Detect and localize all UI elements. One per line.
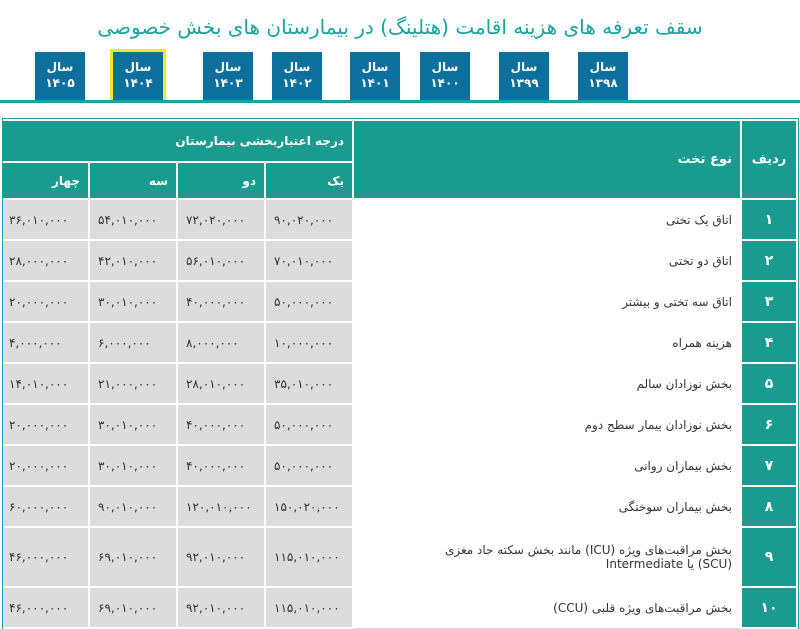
grade-3-value: ۶۹,۰۱۰,۰۰۰ xyxy=(89,527,177,587)
grade-4-value: ۲۸,۰۰۰,۰۰۰ xyxy=(2,240,89,281)
year-tab-label: سال xyxy=(46,60,74,74)
grade-1-value: ۷۰,۰۱۰,۰۰۰ xyxy=(265,240,353,281)
grade-1-value: ۱۱۵,۰۱۰,۰۰۰ xyxy=(265,587,353,628)
grade-4-value: ۲۰,۰۰۰,۰۰۰ xyxy=(2,281,89,322)
grade-4-value: ۱۴,۰۱۰,۰۰۰ xyxy=(2,363,89,404)
grade-2-value: ۴۰,۰۰۰,۰۰۰ xyxy=(177,404,265,445)
table-row xyxy=(2,587,797,628)
year-tab-year: ۱۳۹۹ xyxy=(509,76,539,90)
row-index: ۳ xyxy=(741,281,797,322)
row-index: ۱ xyxy=(741,199,797,240)
table-row xyxy=(2,281,797,322)
grade-2-value: ۱۲۰,۰۱۰,۰۰۰ xyxy=(177,486,265,527)
year-tab-label: سال xyxy=(214,60,242,74)
year-tab-year: ۱۴۰۲ xyxy=(282,76,312,90)
table-row xyxy=(2,199,797,240)
year-tab-1405[interactable] xyxy=(35,52,85,100)
year-tab-1402[interactable] xyxy=(272,52,322,100)
grade-1-value: ۱۵۰,۰۲۰,۰۰۰ xyxy=(265,486,353,527)
year-tab-1399[interactable] xyxy=(499,52,549,100)
row-index: ۲ xyxy=(741,240,797,281)
year-tab-1403[interactable] xyxy=(203,52,253,100)
header-grade-1: یک xyxy=(265,162,353,199)
grade-1-value: ۵۰,۰۰۰,۰۰۰ xyxy=(265,281,353,322)
header-grade-4: چهار xyxy=(2,162,89,199)
bed-type-label: بخش بیماران روانی xyxy=(634,458,732,473)
header-grade-3: سه xyxy=(89,162,177,199)
year-tab-label: سال xyxy=(124,60,152,74)
year-tab-year: ۱۳۹۸ xyxy=(588,76,618,90)
grade-4-value: ۴,۰۰۰,۰۰۰ xyxy=(2,322,89,363)
year-tab-label: سال xyxy=(361,60,389,74)
header-bed-type: نوع تخت xyxy=(353,120,741,199)
table-row xyxy=(2,363,797,404)
bed-type-label: بخش مراقبت‌های ویژه قلبی (CCU) xyxy=(553,600,732,615)
grade-4-value: ۴۶,۰۰۰,۰۰۰ xyxy=(2,587,89,628)
year-tab-year: ۱۴۰۰ xyxy=(430,76,460,90)
row-index: ۹ xyxy=(741,527,797,587)
grade-4-value: ۲۰,۰۰۰,۰۰۰ xyxy=(2,404,89,445)
table-row xyxy=(2,322,797,363)
year-tab-1398[interactable] xyxy=(578,52,628,100)
year-tab-year: ۱۴۰۴ xyxy=(123,76,153,90)
header-grade-2: دو xyxy=(177,162,265,199)
bed-type-cell xyxy=(353,404,741,445)
bed-type-cell xyxy=(353,527,741,587)
table-body xyxy=(2,199,797,628)
row-index: ۱۰ xyxy=(741,587,797,628)
grade-3-value: ۳۰,۰۱۰,۰۰۰ xyxy=(89,281,177,322)
grade-4-value: ۴۶,۰۰۰,۰۰۰ xyxy=(2,527,89,587)
year-tab-label: سال xyxy=(510,60,538,74)
bed-type-label: هزینه همراه xyxy=(672,335,732,350)
grade-2-value: ۹۲,۰۱۰,۰۰۰ xyxy=(177,527,265,587)
table-row xyxy=(2,527,797,587)
year-tab-year: ۱۴۰۳ xyxy=(213,76,243,90)
bed-type-cell xyxy=(353,199,741,240)
year-tab-1401[interactable] xyxy=(350,52,400,100)
grade-3-value: ۳۰,۰۱۰,۰۰۰ xyxy=(89,445,177,486)
bed-type-label: بخش نوزادان بیمار سطح دوم xyxy=(584,417,732,432)
bed-type-cell xyxy=(353,240,741,281)
tariff-table-container xyxy=(2,118,799,629)
grade-3-value: ۶,۰۰۰,۰۰۰ xyxy=(89,322,177,363)
grade-1-value: ۹۰,۰۲۰,۰۰۰ xyxy=(265,199,353,240)
row-index: ۴ xyxy=(741,322,797,363)
tariff-table xyxy=(2,119,798,629)
bed-type-cell xyxy=(353,281,741,322)
year-tab-label: سال xyxy=(431,60,459,74)
grade-3-value: ۵۴,۰۱۰,۰۰۰ xyxy=(89,199,177,240)
divider-rule xyxy=(0,100,800,103)
bed-type-label: بخش مراقبت‌های ویژه (ICU) مانند بخش سکته حاد مغزی xyxy=(444,543,732,557)
row-index: ۶ xyxy=(741,404,797,445)
bed-type-cell xyxy=(353,587,741,628)
table-row xyxy=(2,240,797,281)
year-tab-label: سال xyxy=(589,60,617,74)
grade-2-value: ۲۸,۰۱۰,۰۰۰ xyxy=(177,363,265,404)
table-row xyxy=(2,404,797,445)
grade-1-value: ۱۰,۰۰۰,۰۰۰ xyxy=(265,322,353,363)
grade-2-value: ۴۰,۰۰۰,۰۰۰ xyxy=(177,445,265,486)
grade-3-value: ۶۹,۰۱۰,۰۰۰ xyxy=(89,587,177,628)
grade-4-value: ۲۰,۰۰۰,۰۰۰ xyxy=(2,445,89,486)
row-index: ۵ xyxy=(741,363,797,404)
year-tab-year: ۱۴۰۵ xyxy=(45,76,75,90)
bed-type-cell xyxy=(353,322,741,363)
grade-2-value: ۸,۰۰۰,۰۰۰ xyxy=(177,322,265,363)
grade-2-value: ۹۲,۰۱۰,۰۰۰ xyxy=(177,587,265,628)
year-tab-label: سال xyxy=(283,60,311,74)
bed-type-label: بخش نوزادان سالم xyxy=(636,376,732,391)
bed-type-label: بخش بیماران سوختگی xyxy=(618,499,732,514)
bed-type-label: اتاق یک تختی xyxy=(665,212,732,227)
year-tabs xyxy=(0,52,800,102)
page-title: سقف تعرفه های هزینه اقامت (هتلینگ) در بیمارستان های بخش خصوصی xyxy=(97,15,703,39)
grade-3-value: ۲۱,۰۰۰,۰۰۰ xyxy=(89,363,177,404)
grade-3-value: ۹۰,۰۱۰,۰۰۰ xyxy=(89,486,177,527)
grade-3-value: ۳۰,۰۱۰,۰۰۰ xyxy=(89,404,177,445)
row-index: ۸ xyxy=(741,486,797,527)
bed-type-label: اتاق دو تختی xyxy=(668,253,732,268)
table-row xyxy=(2,445,797,486)
row-index: ۷ xyxy=(741,445,797,486)
grade-2-value: ۴۰,۰۰۰,۰۰۰ xyxy=(177,281,265,322)
grade-3-value: ۴۲,۰۱۰,۰۰۰ xyxy=(89,240,177,281)
grade-4-value: ۶۰,۰۰۰,۰۰۰ xyxy=(2,486,89,527)
grade-1-value: ۱۱۵,۰۱۰,۰۰۰ xyxy=(265,527,353,587)
bed-type-label: اتاق سه تختی و بیشتر xyxy=(622,294,732,309)
bed-type-label-line2: (SCU) یا Intermediate xyxy=(605,557,732,571)
grade-2-value: ۵۶,۰۱۰,۰۰۰ xyxy=(177,240,265,281)
bed-type-cell xyxy=(353,363,741,404)
table-row xyxy=(2,486,797,527)
grade-2-value: ۷۲,۰۲۰,۰۰۰ xyxy=(177,199,265,240)
grade-4-value: ۳۶,۰۱۰,۰۰۰ xyxy=(2,199,89,240)
bed-type-cell xyxy=(353,486,741,527)
year-tab-1404[interactable] xyxy=(113,52,163,100)
year-tab-year: ۱۴۰۱ xyxy=(360,76,390,90)
grade-1-value: ۵۰,۰۰۰,۰۰۰ xyxy=(265,404,353,445)
grade-1-value: ۳۵,۰۱۰,۰۰۰ xyxy=(265,363,353,404)
header-radif: ردیف xyxy=(741,120,797,199)
bed-type-cell xyxy=(353,445,741,486)
header-accreditation-grade: درجه اعتباربخشی بیمارستان xyxy=(2,120,353,162)
year-tab-1400[interactable] xyxy=(420,52,470,100)
grade-1-value: ۵۰,۰۰۰,۰۰۰ xyxy=(265,445,353,486)
